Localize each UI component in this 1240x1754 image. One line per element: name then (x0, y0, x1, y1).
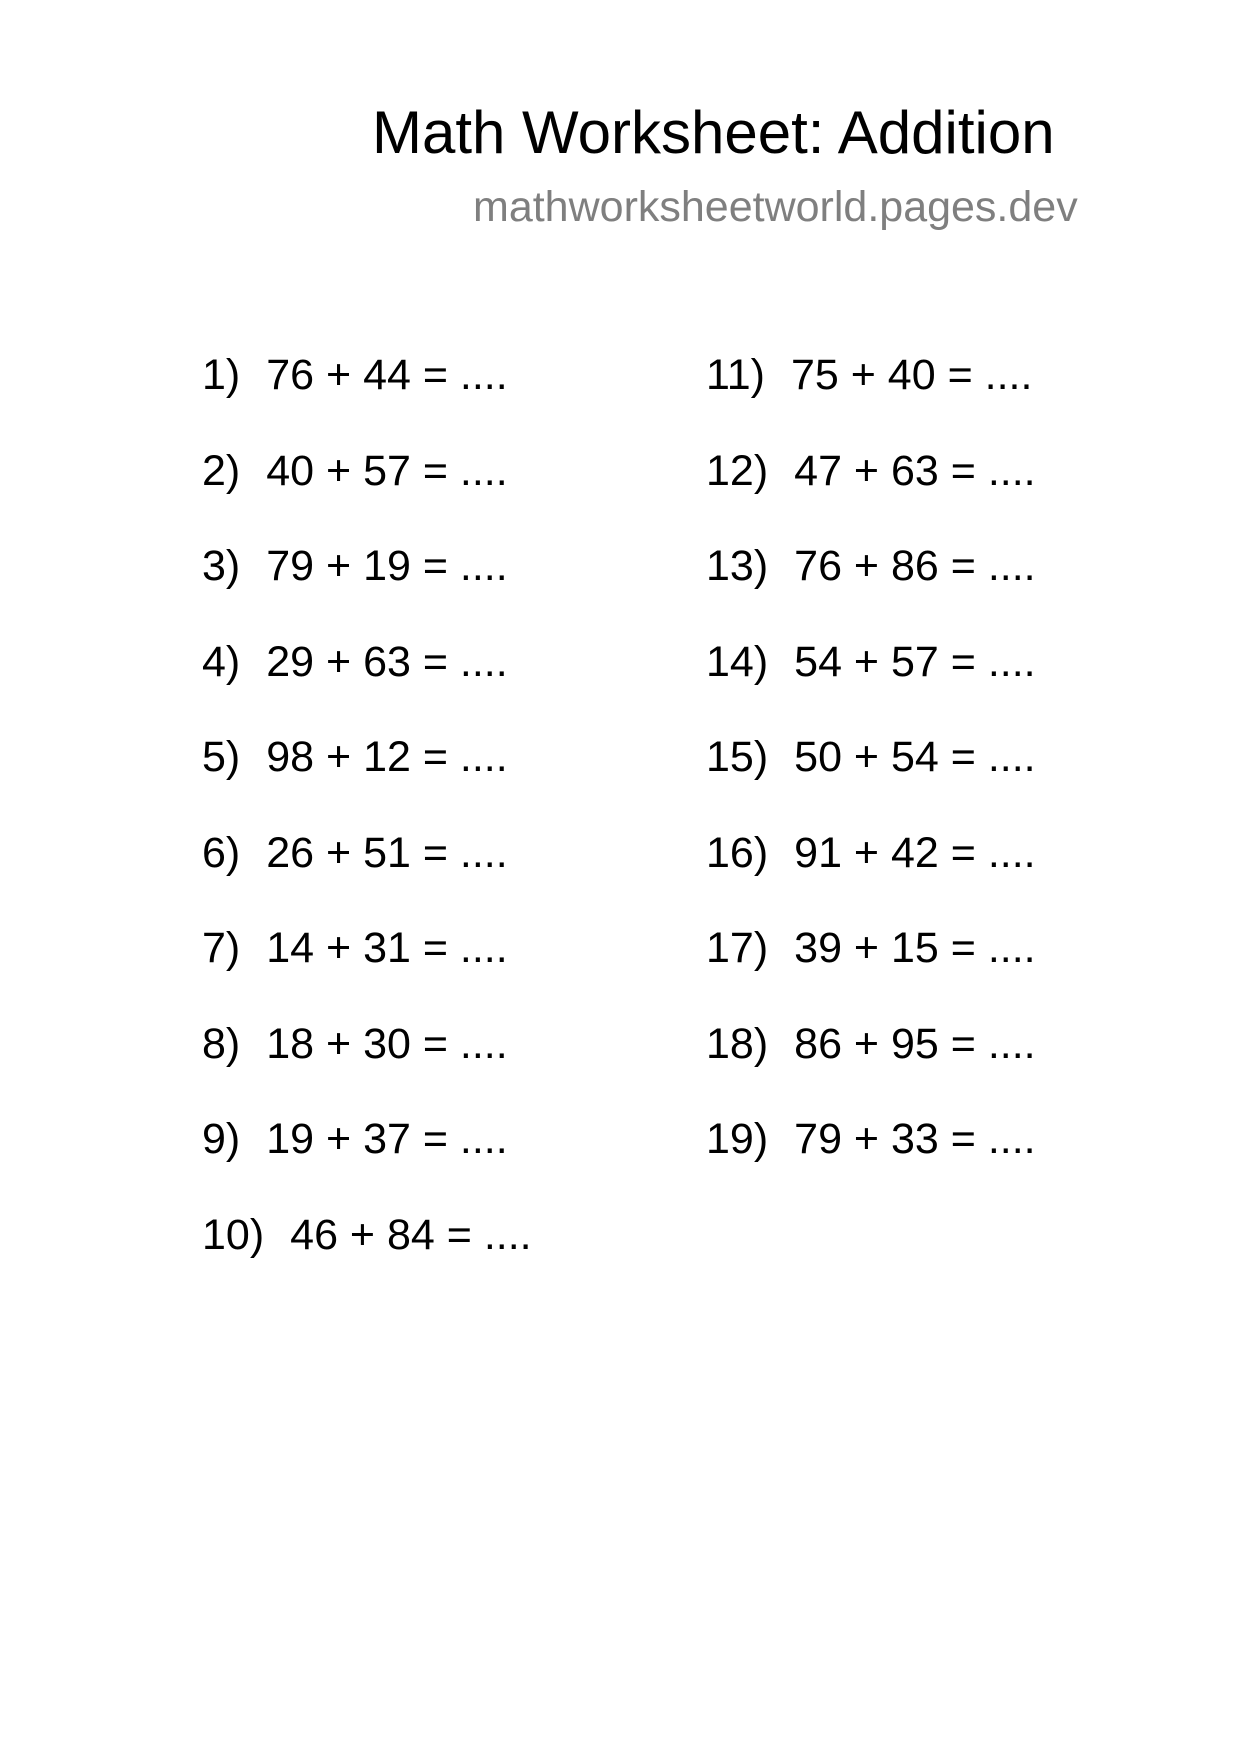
problem-expression: 50 + 54 = .... (794, 733, 1036, 781)
problem-expression: 46 + 84 = .... (290, 1210, 532, 1259)
problem-expression: 76 + 86 = .... (794, 542, 1036, 590)
problem-expression: 47 + 63 = .... (794, 446, 1036, 495)
problem-number: 14) (706, 637, 769, 686)
problem-item (202, 637, 532, 733)
problem-number: 6) (202, 828, 241, 877)
problem-item (706, 1114, 1036, 1210)
problem-number: 4) (202, 637, 241, 686)
problem-item (706, 1019, 1036, 1115)
problem-item (202, 1019, 532, 1115)
problem-expression: 29 + 63 = .... (266, 637, 508, 686)
problem-item (202, 350, 532, 446)
problem-expression: 54 + 57 = .... (794, 637, 1036, 686)
problem-expression: 79 + 33 = .... (794, 1115, 1036, 1163)
problem-item (202, 446, 532, 542)
problem-item (706, 350, 1036, 446)
problem-expression: 39 + 15 = .... (794, 924, 1036, 972)
problem-number: 9) (202, 1115, 241, 1163)
problem-number: 10) (202, 1210, 265, 1259)
worksheet-title: Math Worksheet: Addition (372, 99, 1055, 166)
problem-expression: 86 + 95 = .... (794, 1019, 1036, 1068)
problem-number: 3) (202, 542, 241, 590)
problem-number: 8) (202, 1019, 241, 1068)
problem-number: 5) (202, 733, 241, 781)
problem-expression: 79 + 19 = .... (266, 542, 508, 590)
problem-item (706, 637, 1036, 733)
problem-expression: 26 + 51 = .... (266, 828, 508, 877)
problem-item (202, 923, 532, 1019)
problem-number: 19) (706, 1115, 769, 1163)
website-url: mathworksheetworld.pages.dev (473, 183, 1078, 231)
problem-item (706, 828, 1036, 924)
problem-item (706, 446, 1036, 542)
problem-expression: 91 + 42 = .... (794, 828, 1036, 877)
problem-expression: 14 + 31 = .... (266, 924, 508, 972)
problem-item (202, 732, 532, 828)
problem-item (202, 828, 532, 924)
problem-number: 16) (706, 828, 769, 877)
problem-number: 11) (706, 351, 765, 399)
problem-item (202, 541, 532, 637)
problem-expression: 98 + 12 = .... (266, 733, 508, 781)
problem-item (202, 1210, 532, 1306)
problem-expression: 75 + 40 = .... (790, 351, 1033, 399)
problem-number: 18) (706, 1019, 769, 1068)
problem-number: 13) (706, 542, 769, 590)
problem-column-left (202, 350, 532, 1305)
problem-expression: 76 + 44 = .... (266, 351, 508, 399)
problem-column-right (706, 350, 1036, 1210)
problem-number: 7) (202, 924, 241, 972)
problem-item (706, 923, 1036, 1019)
problem-item (706, 732, 1036, 828)
problem-expression: 18 + 30 = .... (266, 1019, 508, 1068)
problem-number: 2) (202, 446, 241, 495)
problem-expression: 19 + 37 = .... (266, 1115, 508, 1163)
problem-expression: 40 + 57 = .... (266, 446, 508, 495)
problem-number: 1) (202, 351, 241, 399)
problem-number: 17) (706, 924, 769, 972)
problem-number: 12) (706, 446, 769, 495)
problem-item (202, 1114, 532, 1210)
problem-number: 15) (706, 733, 769, 781)
problem-item (706, 541, 1036, 637)
